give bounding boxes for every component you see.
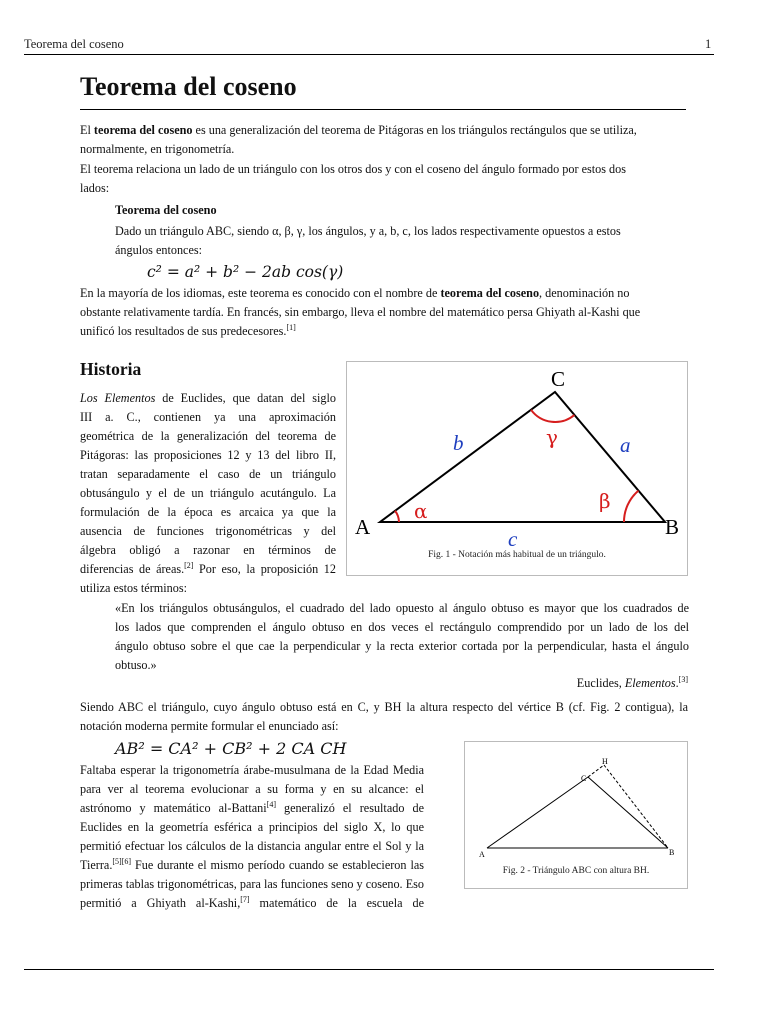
fig2-label-c: C xyxy=(581,774,587,783)
triangle-diagram xyxy=(347,362,687,575)
fig2-label-h: H xyxy=(602,757,608,766)
fig2-label-a: A xyxy=(479,850,485,859)
footer-rule xyxy=(24,969,714,970)
section-heading-historia: Historia xyxy=(80,359,142,379)
vertex-label-c: C xyxy=(551,367,566,391)
vertex-label-b: B xyxy=(665,515,680,539)
quote-attribution: Euclides, Elementos.[3] xyxy=(576,674,688,690)
ref-link-1[interactable]: [1] xyxy=(286,322,296,332)
historia-paragraph: Los Elementos de Euclides, que datan del siglo III a. C., contienen ya una aproximación geométrica de la generalización del teorema de Pitágoras: las proposiciones 12 y 13 del libro II, tratan separadamente el caso de un triángulo obtusángulo y el de un triángulo acutángulo. La formulación de la época es arcaica ya que la ausencia de funciones trigonométricas y del álgebra obligó a razonar en términos de diferencias de áreas.[2] Por eso, la proposición 12 utiliza estos términos: xyxy=(80,391,336,595)
euclid-quote: «En los triángulos obtusángulos, el cuadrado del lado opuesto al ángulo obtuso es mayor que los cuadrados de los lados que comprenden el ángulo obtuso en dos veces el rectángulo comprendido por un lado de los del ángulo obtuso sobre el que cae la perpendicular y la recta exterior cortada por la perpendicular, hasta el ángulo obtuso.» xyxy=(115,601,689,672)
side-label-c: c xyxy=(508,527,518,551)
alpha-arc xyxy=(395,511,399,522)
figure-1 xyxy=(346,361,688,576)
page-title: Teorema del coseno xyxy=(80,72,297,101)
siendo-paragraph: Siendo ABC el triángulo, cuyo ángulo obtuso está en C, y BH la altura respecto del vértice B (cf. Fig. 2 contigua), la notación moderna permite formular el enunciado así: xyxy=(80,700,688,733)
obtuse-formula: AB² = CA² + CB² + 2 CA CH xyxy=(115,739,347,758)
fig2-label-b: B xyxy=(669,848,675,857)
theorem-heading: Teorema del coseno xyxy=(115,203,217,217)
naming-paragraph: En la mayoría de los idiomas, este teorema es conocido con el nombre de teorema del coseno, denominación no obstante relativamente tardía. En francés, sin embargo, lleva el nombre del matemático persa Ghiyath al-Kashi que unificó los resultados de sus predecesores.[1] xyxy=(80,286,641,338)
angle-label-beta: β xyxy=(599,489,611,513)
figure-1-caption: Fig. 1 - Notación más habitual de un triángulo. xyxy=(428,550,606,560)
figure-2-caption: Fig. 2 - Triángulo ABC con altura BH. xyxy=(502,866,650,876)
page-number: 1 xyxy=(705,37,712,51)
vertex-label-a: A xyxy=(355,515,371,539)
header-rule xyxy=(24,54,714,55)
trigonometry-paragraph: Faltaba esperar la trigonometría árabe-musulmana de la Edad Media para ver al teorema evolucionar a su forma y en su alcance: el astrónomo y matemático al-Battani[4] generalizó el resultado de Euclides en la geometría esférica a principios del siglo X, lo que permitió efectuar los cálculos de la distancia angular entre el Sol y la Tierra.[5][6] Fue durante el mismo período cuando se establecieron las primeras tablas trigonométricas, para las funciones seno y coseno. Eso permitió a Ghiyath al-Kashi,[7] matemático de la escuela de xyxy=(80,763,424,910)
angle-label-gamma: γ xyxy=(546,425,558,449)
figure-2 xyxy=(464,741,688,889)
intro-paragraph-2: El teorema relaciona un lado de un triángulo con los otros dos y con el coseno del ángulo formado por estos dos lados: xyxy=(80,162,626,195)
ref-link-5-6[interactable]: [5][6] xyxy=(112,856,132,866)
term-bold: teorema del coseno xyxy=(93,123,193,137)
gamma-arc xyxy=(531,410,574,422)
intro-paragraph-1: El teorema del coseno es una generalización del teorema de Pitágoras en los triángulos rectángulos que se utiliza, normalmente, en trigonometría. xyxy=(80,123,637,156)
cosine-law-formula: c² = a² + b² − 2ab cos(γ) xyxy=(147,263,344,281)
side-label-a: a xyxy=(620,433,631,457)
side-label-b: b xyxy=(453,431,464,455)
ref-link-7[interactable]: [7] xyxy=(240,894,250,904)
ref-link-3[interactable]: [3] xyxy=(678,674,688,684)
angle-label-alpha: α xyxy=(414,499,428,523)
title-rule xyxy=(80,109,686,110)
theorem-statement: Dado un triángulo ABC, siendo α, β, γ, los ángulos, y a, b, c, los lados respectivamente opuestos a estos ángulos entonces: xyxy=(115,224,621,257)
beta-arc xyxy=(624,491,639,522)
ref-link-4[interactable]: [4] xyxy=(266,799,276,809)
ref-link-2[interactable]: [2] xyxy=(184,560,194,570)
running-header-title: Teorema del coseno xyxy=(24,37,124,51)
